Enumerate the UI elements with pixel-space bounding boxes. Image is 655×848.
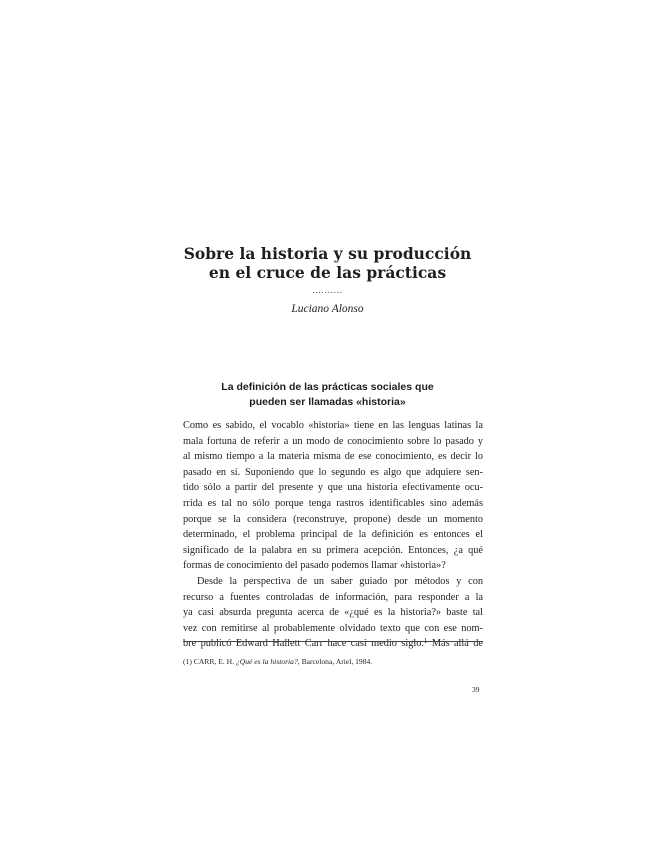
text-line: mala fortuna de referir a un modo de conocimiento sobre lo pasado y [183,435,483,447]
text-line: recurso a fuentes controladas de información, para responder a la [183,591,483,603]
text-line-with-note [183,636,483,652]
text-line: tido sólo a partir del presente y que una historia efectivamente ocu- [183,482,483,494]
author-name: Luciano Alonso [291,303,364,315]
footnote-reference[interactable]: 1 [423,637,428,646]
paragraph-1 [183,418,483,574]
body-text [183,418,483,652]
text-line: vez con remitirse al probablemente olvidado texto que con ese nom- [183,622,483,634]
text-line: Como es sabido, el vocablo «historia» tiene en las lenguas latinas la [183,420,483,431]
text-line: Desde la perspectiva de un saber guiado por métodos y con [197,575,483,587]
footnote [183,657,372,666]
section-heading [0,380,655,410]
text-line: pasado en sí. Suponiendo que lo segundo es algo que adquiere sen- [183,466,483,478]
text-segment: bre publicó Edward Hallett Carr hace casi medio siglo. [183,638,424,650]
section-heading-line-2: pueden ser llamadas «historia» [249,396,406,408]
text-line: significado de la palabra en su primera acepción. Entonces, ¿a qué [183,544,483,556]
text-line: porque se la considera (reconstruye, propone) desde un momento [183,513,483,525]
text-line: ya casi absurda pregunta acerca de «¿qué es la historia?» baste tal [183,607,483,619]
section-heading-line-1: La definición de las prácticas sociales que [221,381,434,393]
chapter-title-line-1: Sobre la historia y su producción [183,244,472,263]
text-line: determinado, el problema principal de la definición es entonces el [183,529,483,541]
chapter-title-line-2: en el cruce de las prácticas [208,263,447,282]
footnote-divider [183,641,483,642]
text-segment: Más allá de [427,638,483,650]
page-number: 39 [472,685,480,694]
text-line: rrida es tal no sólo porque tenga rastros identificables sino además [183,497,483,509]
chapter-title [0,244,655,282]
footnote-prefix: (1) CARR, E. H. [183,657,236,666]
footnote-suffix: , Barcelona, Ariel, 1984. [297,657,373,666]
text-line: al mismo tiempo a la materia misma de ese conocimiento, es decir lo [183,451,483,463]
footnote-book-title: ¿Qué es la historia? [235,657,298,666]
title-separator: .......... [312,286,343,295]
text-line: formas de conocimiento del pasado podemos llamar «historia»? [183,560,446,572]
